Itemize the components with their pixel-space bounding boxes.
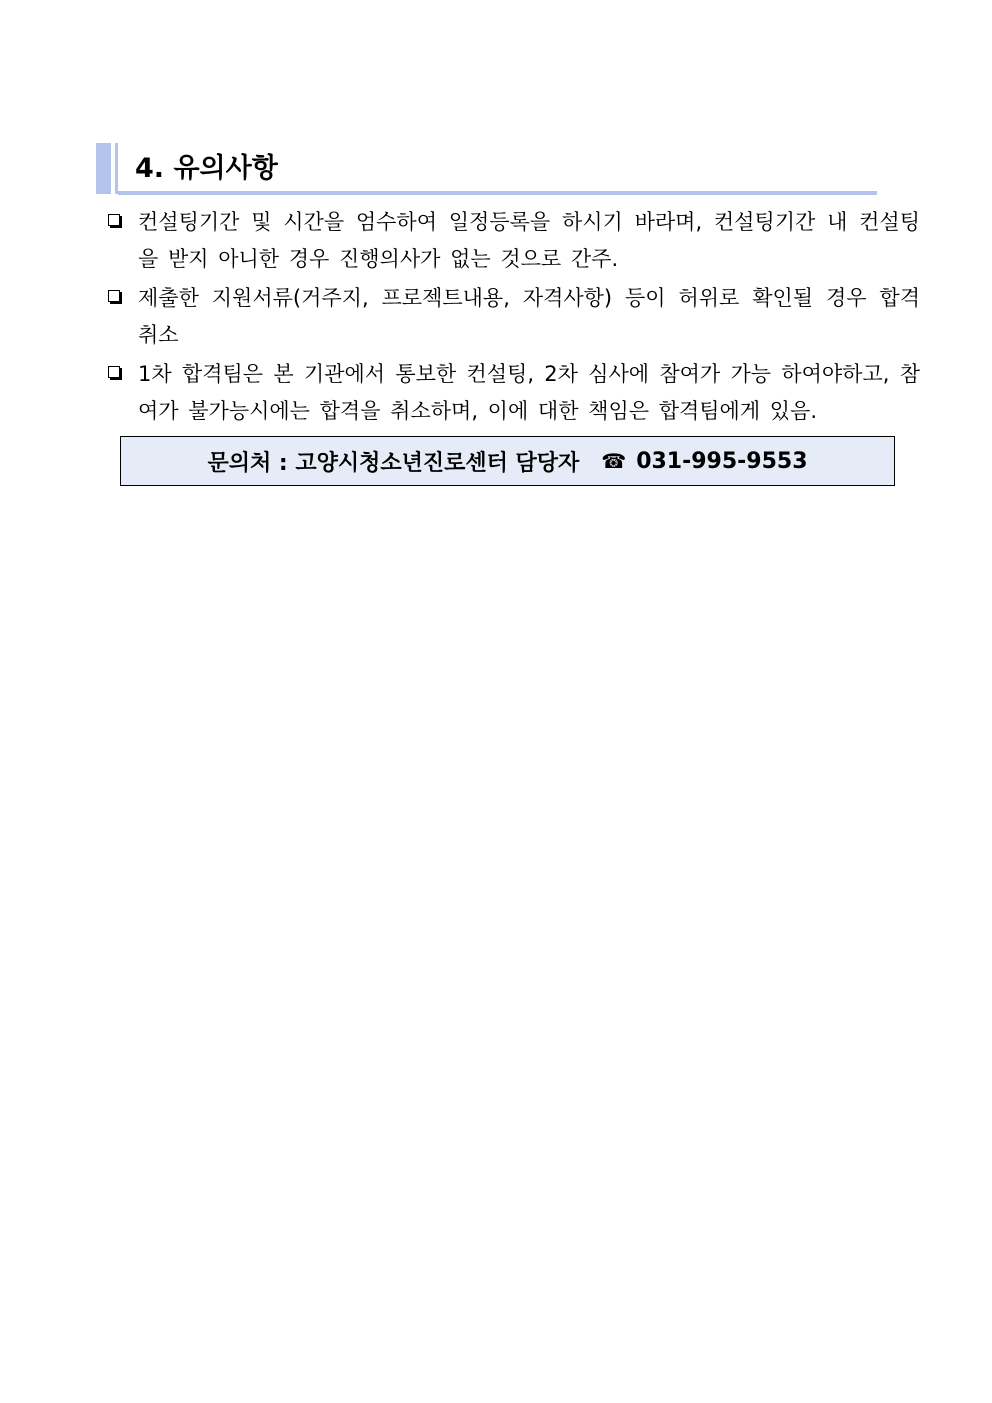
- notice-list: [104, 204, 920, 432]
- contact-box: [120, 436, 895, 486]
- notice-text: 제출한 지원서류(거주지, 프로젝트내용, 자격사항) 등이 허위로 확인될 경우 합격 취소: [138, 286, 920, 347]
- accent-bar: [96, 143, 111, 194]
- section-header: [96, 143, 877, 196]
- contact-phone: 031-995-9553: [636, 448, 808, 474]
- notice-item: [104, 280, 920, 354]
- section-title: 4. 유의사항: [135, 153, 278, 184]
- contact-label: 문의처 : 고양시청소년진로센터 담당자: [207, 450, 580, 476]
- notice-text: 컨설팅기간 및 시간을 엄수하여 일정등록을 하시기 바라며, 컨설팅기간 내 컨설팅을 받지 아니한 경우 진행의사가 없는 것으로 간주.: [138, 210, 920, 271]
- accent-bar-thin: [115, 143, 118, 194]
- notice-item: [104, 204, 920, 278]
- header-underline: [118, 191, 877, 195]
- phone-icon: ☎: [601, 449, 627, 473]
- square-bullet-icon: [108, 214, 120, 226]
- square-bullet-icon: [108, 366, 120, 378]
- notice-text: 1차 합격팀은 본 기관에서 통보한 컨설팅, 2차 심사에 참여가 가능 하여야하고, 참여가 불가능시에는 합격을 취소하며, 이에 대한 책임은 합격팀에게 있음.: [138, 362, 920, 423]
- notice-item: [104, 356, 920, 430]
- square-bullet-icon: [108, 290, 120, 302]
